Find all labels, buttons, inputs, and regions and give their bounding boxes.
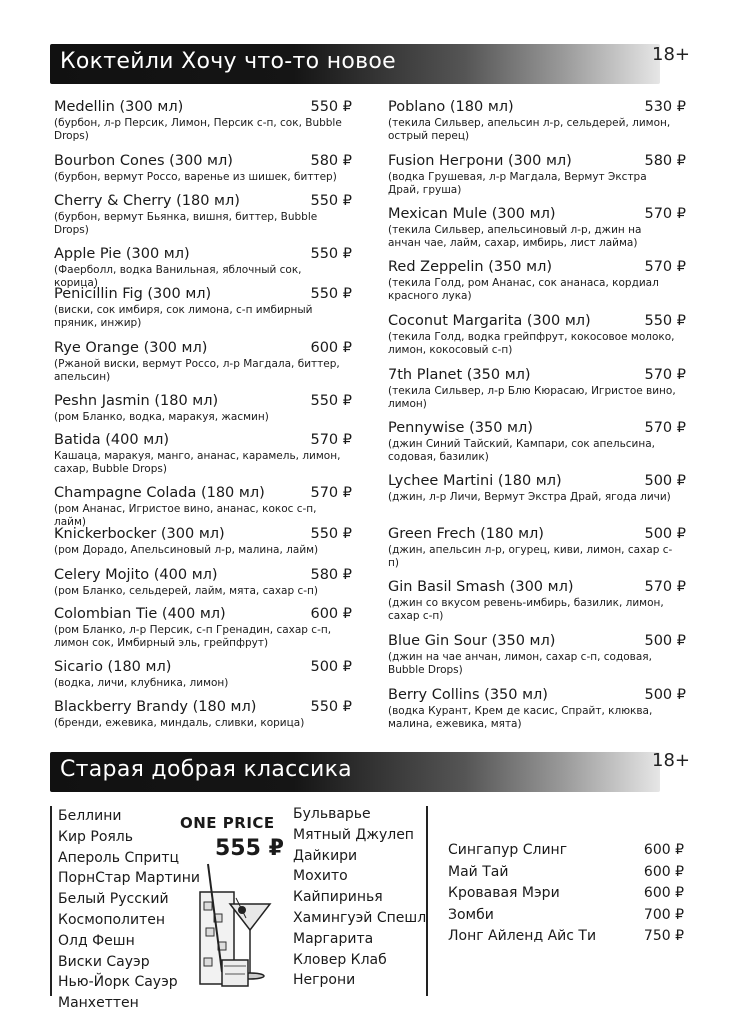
section-title: Коктейли Хочу что-то новое xyxy=(60,49,396,74)
item-name: Fusion Негрони (300 мл) xyxy=(388,153,572,169)
item-name: Rye Orange (300 мл) xyxy=(54,340,208,356)
item-price: 580 ₽ xyxy=(310,153,352,169)
item-price: 550 ₽ xyxy=(310,699,352,715)
classic-cocktail-name: Кайпиринья xyxy=(293,889,383,906)
item-name: Sicario (180 мл) xyxy=(54,659,172,675)
item-price: 500 ₽ xyxy=(644,687,686,703)
item-description: (текила Голд, ром Ананас, сок ананаса, кордиал красного лука) xyxy=(388,277,659,302)
item-price: 580 ₽ xyxy=(644,153,686,169)
item-description: (водка Грушевая, л-р Магдала, Вермут Экстра Драй, груша) xyxy=(388,171,647,196)
one-price-value: 555 ₽ xyxy=(215,836,284,861)
item-price: 550 ₽ xyxy=(310,193,352,209)
item-price: 600 ₽ xyxy=(643,863,684,880)
item-name: Celery Mojito (400 мл) xyxy=(54,567,218,583)
item-name: Champagne Colada (180 мл) xyxy=(54,485,265,501)
item-price: 570 ₽ xyxy=(310,485,352,501)
menu-item xyxy=(54,285,352,330)
item-name: Medellin (300 мл) xyxy=(54,99,184,115)
item-description: (текила Сильвер, л-р Блю Кюрасаю, Игристое вино, лимон) xyxy=(388,385,676,410)
item-price: 500 ₽ xyxy=(644,526,686,542)
item-name: Colombian Tie (400 мл) xyxy=(54,606,226,622)
divider xyxy=(50,806,52,996)
item-price: 580 ₽ xyxy=(310,567,352,583)
menu-item xyxy=(54,566,352,598)
menu-item xyxy=(388,525,686,570)
classic-cocktail-name: Белый Русский xyxy=(58,891,169,908)
item-price: 570 ₽ xyxy=(644,420,686,436)
section-banner-classics xyxy=(50,752,660,792)
item-description: (водка Курант, Крем де касис, Спрайт, клюква, малина, ежевика, мята) xyxy=(388,705,653,730)
item-description: (джин Синий Тайский, Кампари, сок апельсина, содовая, базилик) xyxy=(388,438,656,463)
item-description: (водка, личи, клубника, лимон) xyxy=(54,677,229,689)
classic-cocktail-name: Бульварье xyxy=(293,806,371,822)
item-name: Blackberry Brandy (180 мл) xyxy=(54,699,257,715)
menu-item xyxy=(54,192,352,237)
item-name: Gin Basil Smash (300 мл) xyxy=(388,579,574,595)
classic-cocktail-name: Нью-Йорк Сауэр xyxy=(58,974,178,991)
item-name: Lychee Martini (180 мл) xyxy=(388,473,562,489)
menu-item xyxy=(54,484,352,529)
classic-priced-list xyxy=(448,840,684,948)
menu-item xyxy=(54,431,352,476)
classic-cocktail-name: Кровавая Мэри xyxy=(448,885,560,901)
item-description: (ром Ананас, Игристое вино, ананас, кокос с-п, лайм) xyxy=(54,503,317,528)
item-price: 570 ₽ xyxy=(644,367,686,383)
priced-row xyxy=(448,905,684,927)
divider xyxy=(426,806,428,996)
item-name: Mexican Mule (300 мл) xyxy=(388,206,556,222)
item-description: (бурбон, вермут Россо, варенье из шишек, биттер) xyxy=(54,171,337,183)
classic-cocktail-name: Манхеттен xyxy=(58,995,139,1012)
classic-cocktail-name: Кловер Клаб xyxy=(293,951,387,968)
menu-item xyxy=(388,152,686,197)
section-banner-cocktails xyxy=(50,44,660,84)
classic-cocktail-name: Зомби xyxy=(448,906,494,923)
menu-item xyxy=(388,312,686,357)
item-price: 570 ₽ xyxy=(310,432,352,448)
item-price: 550 ₽ xyxy=(310,526,352,542)
item-name: Coconut Margarita (300 мл) xyxy=(388,313,591,329)
classic-cocktail-name: Виски Сауэр xyxy=(58,953,150,970)
classic-cocktail-name: Кир Рояль xyxy=(58,828,134,845)
menu-item xyxy=(388,205,686,250)
classic-cocktail-name: Беллини xyxy=(58,808,122,824)
item-price: 550 ₽ xyxy=(310,99,352,115)
item-price: 500 ₽ xyxy=(644,633,686,649)
menu-item xyxy=(54,339,352,384)
section-title: Старая добрая классика xyxy=(60,757,352,782)
item-name: Apple Pie (300 мл) xyxy=(54,246,190,262)
menu-item xyxy=(388,258,686,303)
item-name: Blue Gin Sour (350 мл) xyxy=(388,633,556,649)
item-price: 750 ₽ xyxy=(643,928,684,944)
priced-row xyxy=(448,926,684,948)
item-price: 500 ₽ xyxy=(310,659,352,675)
item-description: (бурбон, л-р Персик, Лимон, Персик с-п, сок, Bubble Drops) xyxy=(54,117,342,142)
classic-cocktail-name: Апероль Спритц xyxy=(58,849,180,866)
item-description: (текила Голд, водка грейпфрут, кокосовое молоко, лимон, кокосовый с-п) xyxy=(388,331,675,356)
item-name: 7th Planet (350 мл) xyxy=(388,367,531,383)
item-description: (ром Дорадо, Апельсиновый л-р, малина, лайм) xyxy=(54,544,319,556)
age-restriction-badge: 18+ xyxy=(652,750,690,771)
menu-item xyxy=(54,698,352,730)
menu-item xyxy=(54,392,352,424)
item-description: (ром Бланко, водка, маракуя, жасмин) xyxy=(54,411,269,423)
classic-cocktail-name: Май Тай xyxy=(448,863,509,880)
menu-item xyxy=(54,98,352,143)
item-name: Batida (400 мл) xyxy=(54,432,170,448)
classic-cocktail-name: Негрони xyxy=(293,972,356,989)
item-price: 600 ₽ xyxy=(310,340,352,356)
priced-row xyxy=(448,840,684,862)
classic-cocktail-name: Хамингуэй Спешл xyxy=(293,909,427,926)
item-price: 550 ₽ xyxy=(310,393,352,409)
cocktail-glasses-icon xyxy=(192,862,282,992)
item-description: (бурбон, вермут Бьянка, вишня, биттер, Bubble Drops) xyxy=(54,211,318,236)
item-description: Кашаца, маракуя, манго, ананас, карамель, лимон, сахар, Bubble Drops) xyxy=(54,450,341,475)
item-price: 530 ₽ xyxy=(644,99,686,115)
item-price: 570 ₽ xyxy=(644,579,686,595)
item-description: (ром Бланко, л-р Персик, с-п Гренадин, сахар с-п, лимон сок, Имбирный эль, грейпфрут) xyxy=(54,624,332,649)
item-name: Knickerbocker (300 мл) xyxy=(54,526,225,542)
one-price-label: ONE PRICE xyxy=(180,814,275,832)
classic-cocktail-name: Космополитен xyxy=(58,911,166,928)
item-name: Pennywise (350 мл) xyxy=(388,420,533,436)
menu-item xyxy=(54,152,352,184)
item-price: 600 ₽ xyxy=(643,885,684,901)
item-price: 550 ₽ xyxy=(310,286,352,302)
classic-cocktail-name: Маргарита xyxy=(293,930,374,947)
item-price: 570 ₽ xyxy=(644,206,686,222)
menu-item xyxy=(388,686,686,731)
classic-cocktail-name: Мохито xyxy=(293,868,348,885)
priced-row xyxy=(448,862,684,884)
menu-item xyxy=(388,419,686,464)
menu-item xyxy=(54,658,352,690)
item-name: Cherry & Cherry (180 мл) xyxy=(54,193,240,209)
item-price: 500 ₽ xyxy=(644,473,686,489)
menu-item xyxy=(388,578,686,623)
classic-cocktail-name: Мятный Джулеп xyxy=(293,826,414,843)
menu-item xyxy=(388,472,686,504)
item-name: Green Frech (180 мл) xyxy=(388,526,544,542)
item-name: Red Zeppelin (350 мл) xyxy=(388,259,553,275)
item-name: Poblano (180 мл) xyxy=(388,99,514,115)
item-price: 550 ₽ xyxy=(310,246,352,262)
classic-list-two xyxy=(293,804,426,991)
menu-item xyxy=(388,98,686,143)
item-description: (джин на чае анчан, лимон, сахар с-п, содовая, Bubble Drops) xyxy=(388,651,652,676)
item-description: (текила Сильвер, апельсин л-р, сельдерей, лимон, острый перец) xyxy=(388,117,671,142)
item-description: (Фаерболл, водка Ванильная, яблочный сок, корица) xyxy=(54,264,302,289)
item-description: (джин со вкусом ревень-имбирь, базилик, лимон, сахар с-п) xyxy=(388,597,664,622)
item-name: Penicillin Fig (300 мл) xyxy=(54,286,212,302)
item-description: (джин, апельсин л-р, огурец, киви, лимон, сахар с-п) xyxy=(388,544,673,569)
classic-cocktail-name: Сингапур Слинг xyxy=(448,842,568,858)
item-description: (Ржаной виски, вермут Россо, л-р Магдала, биттер, апельсин) xyxy=(54,358,340,383)
menu-item xyxy=(388,366,686,411)
age-restriction-badge: 18+ xyxy=(652,44,690,65)
item-price: 570 ₽ xyxy=(644,259,686,275)
classic-cocktail-name: Дайкири xyxy=(293,847,358,864)
item-description: (бренди, ежевика, миндаль, сливки, корица) xyxy=(54,717,305,729)
item-name: Peshn Jasmin (180 мл) xyxy=(54,393,219,409)
item-price: 550 ₽ xyxy=(644,313,686,329)
item-name: Berry Collins (350 мл) xyxy=(388,687,548,703)
classic-cocktail-name: Лонг Айленд Айс Ти xyxy=(448,928,597,944)
item-name: Bourbon Cones (300 мл) xyxy=(54,153,233,169)
item-price: 600 ₽ xyxy=(643,842,684,858)
item-description: (виски, сок имбиря, сок лимона, с-п имбирный пряник, инжир) xyxy=(54,304,313,329)
priced-row xyxy=(448,883,684,905)
classic-cocktail-name: Олд Фешн xyxy=(58,932,135,949)
item-price: 600 ₽ xyxy=(310,606,352,622)
classic-cocktail-name: ПорнСтар Мартини xyxy=(58,870,201,887)
item-description: (ром Бланко, сельдерей, лайм, мята, сахар с-п) xyxy=(54,585,318,597)
menu-item xyxy=(388,632,686,677)
menu-item xyxy=(54,245,352,290)
menu-item xyxy=(54,605,352,650)
classic-list-one xyxy=(58,806,200,1014)
item-price: 700 ₽ xyxy=(643,906,684,923)
menu-item xyxy=(54,525,352,557)
item-description: (джин, л-р Личи, Вермут Экстра Драй, ягода личи) xyxy=(388,491,671,503)
item-description: (текила Сильвер, апельсиновый л-р, джин на анчан чае, лайм, сахар, имбирь, лист лайма) xyxy=(388,224,642,249)
